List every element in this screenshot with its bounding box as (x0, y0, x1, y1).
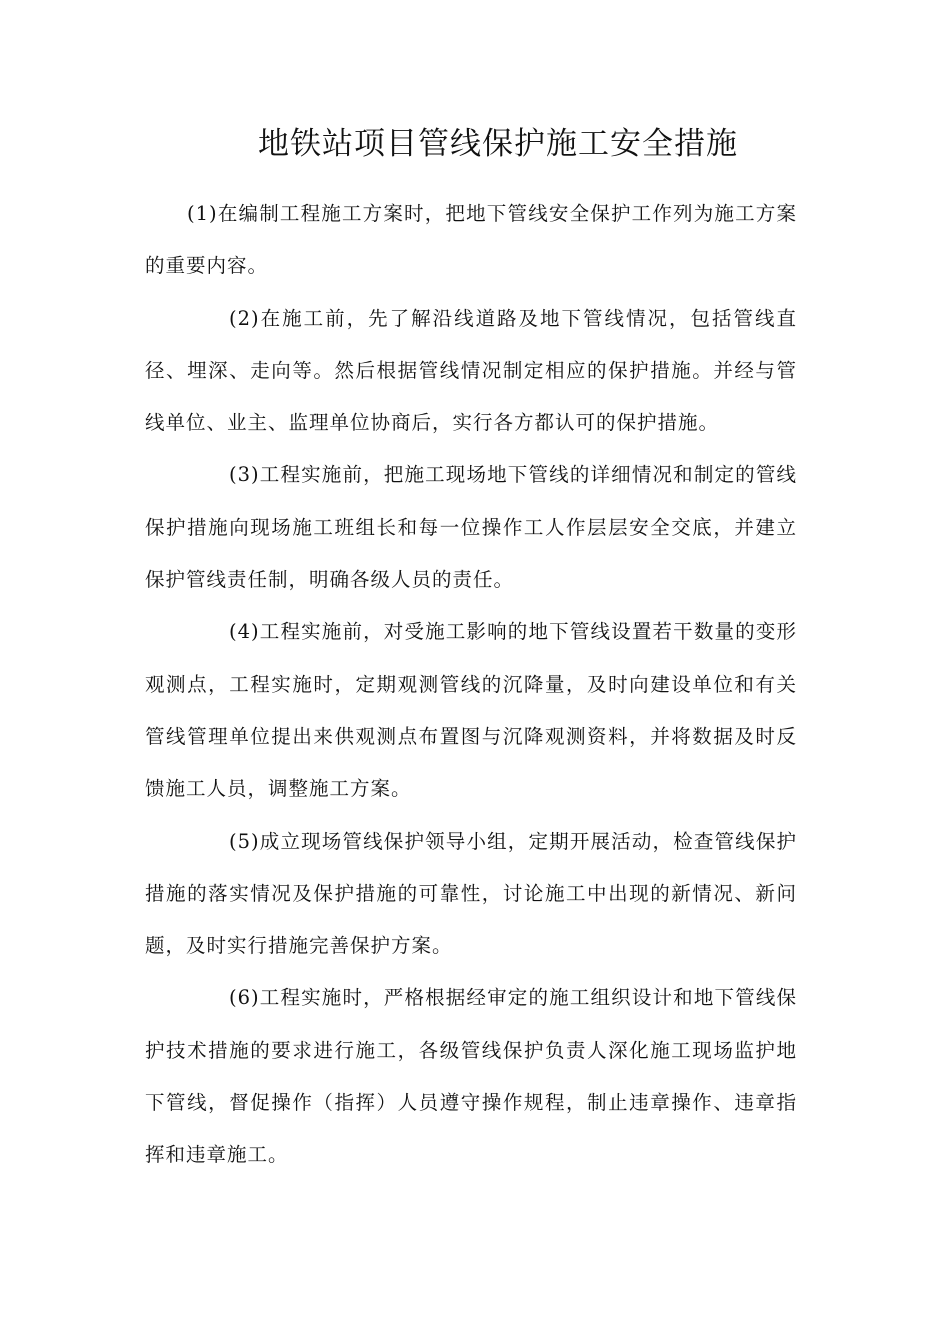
paragraph-1: (1)在编制工程施工方案时，把地下管线安全保护工作列为施工方案的重要内容。 (145, 202, 797, 278)
document-body (145, 188, 797, 1182)
document-title: 地铁站项目管线保护施工安全措施 (258, 126, 738, 162)
paragraph-6: (6)工程实施时，严格根据经审定的施工组织设计和地下管线保护技术措施的要求进行施工，各级管线保护负责人深化施工现场监护地下管线，督促操作（指挥）人员遵守操作规程，制止违章操作、违章指挥和违章施工。 (145, 986, 797, 1167)
paragraph-5: (5)成立现场管线保护领导小组，定期开展活动，检查管线保护措施的落实情况及保护措施的可靠性，讨论施工中出现的新情况、新问题，及时实行措施完善保护方案。 (145, 829, 797, 958)
paragraph-3: (3)工程实施前，把施工现场地下管线的详细情况和制定的管线保护措施向现场施工班组长和每一位操作工人作层层安全交底，并建立保护管线责任制，明确各级人员的责任。 (145, 463, 797, 592)
paragraph-2: (2)在施工前，先了解沿线道路及地下管线情况，包括管线直径、埋深、走向等。然后根据管线情况制定相应的保护措施。并经与管线单位、业主、监理单位协商后，实行各方都认可的保护措施。 (145, 306, 797, 435)
paragraph-4: (4)工程实施前，对受施工影响的地下管线设置若干数量的变形观测点，工程实施时，定期观测管线的沉降量，及时向建设单位和有关管线管理单位提出来供观测点布置图与沉降观测资料，并将数据及时反馈施工人员，调整施工方案。 (145, 620, 797, 801)
